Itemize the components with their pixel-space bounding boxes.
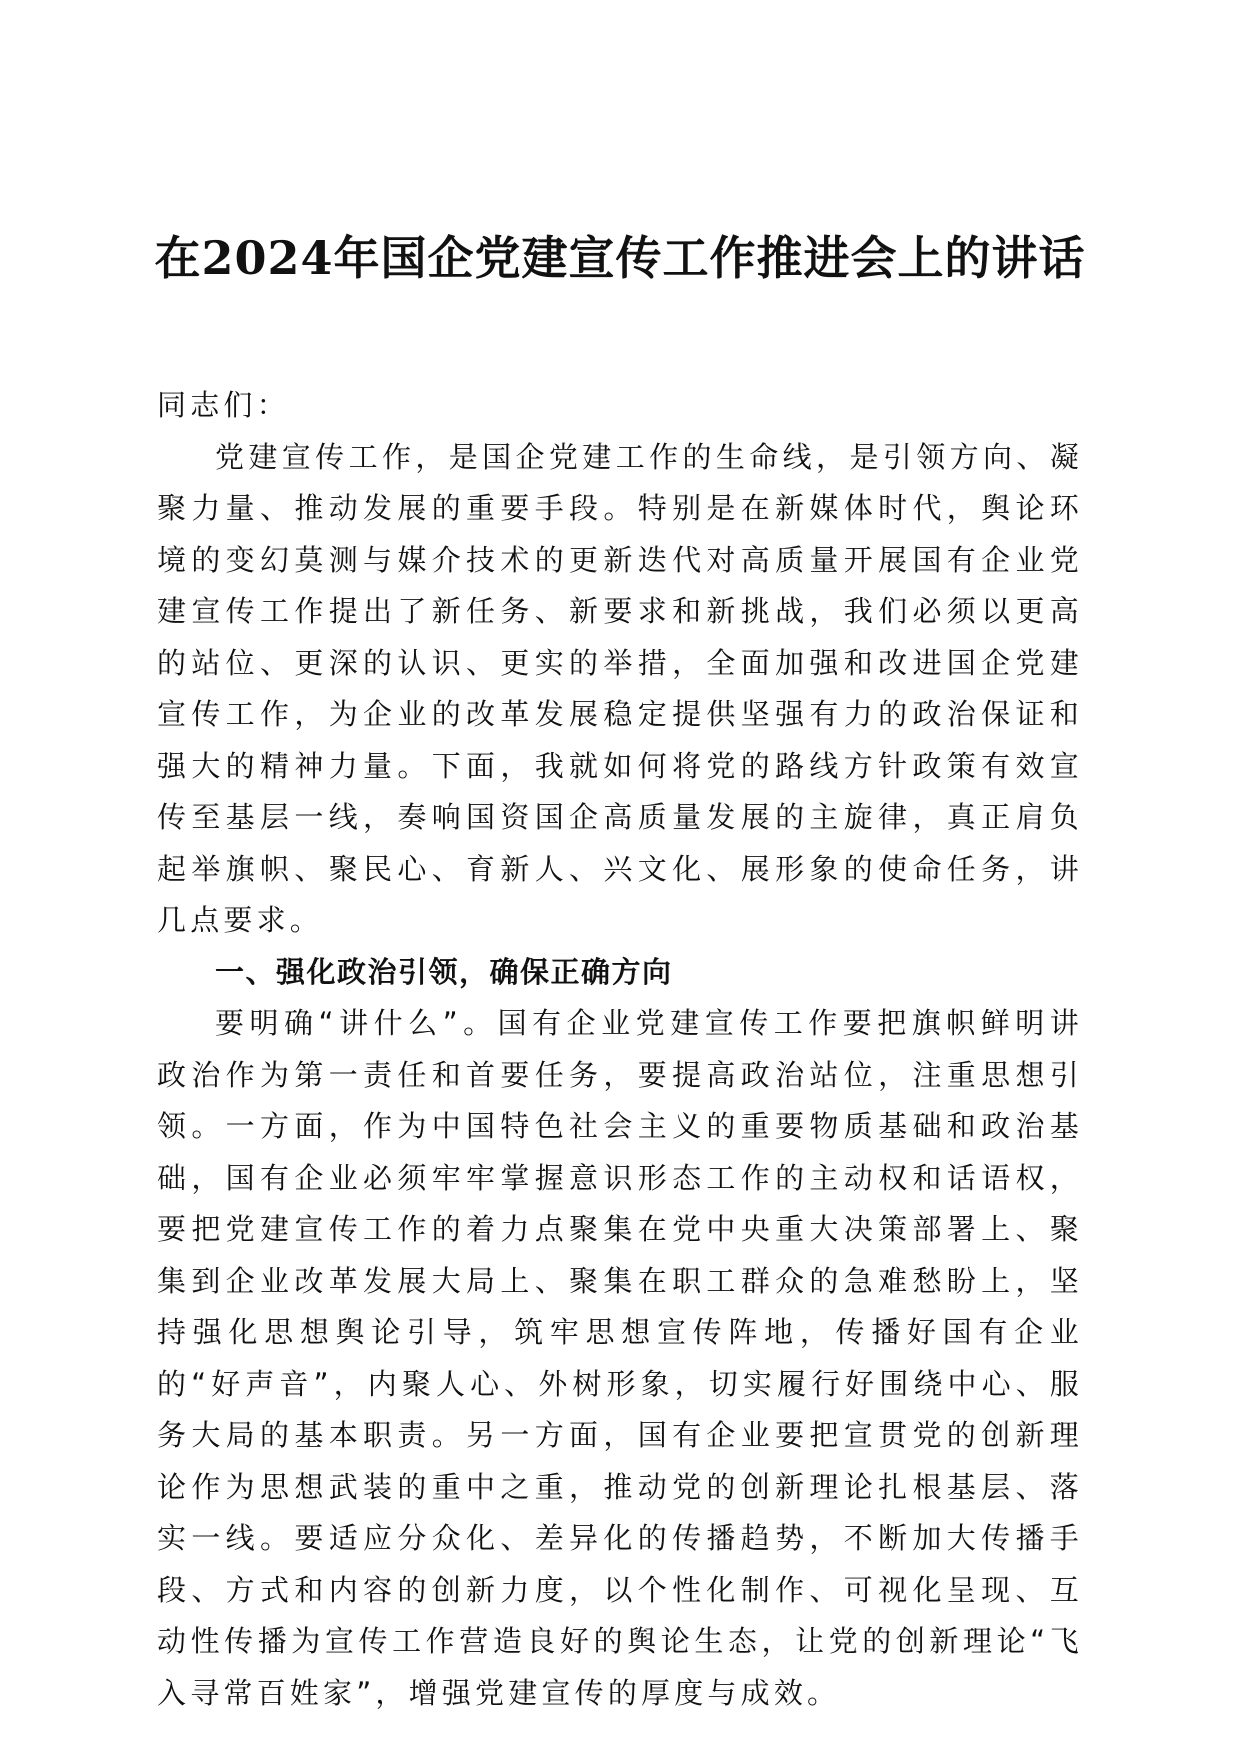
intro-paragraph: 党建宣传工作，是国企党建工作的生命线，是引领方向、凝聚力量、推动发展的重要手段。特别是在新媒体时代，舆论环境的变幻莫测与媒介技术的更新迭代对高质量开展国有企业党建宣传工作提出了新任务、新要求和新挑战，我们必须以更高的站位、更深的认识、更实的举措，全面加强和改进国企党建宣传工作，为企业的改革发展稳定提供坚强有力的政治保证和强大的精神力量。下面，我就如何将党的路线方针政策有效宣传至基层一线，奏响国资国企高质量发展的主旋律，真正肩负起举旗帜、聚民心、育新人、兴文化、展形象的使命任务，讲几点要求。 <box>157 439 1083 937</box>
document-body <box>157 380 1083 1719</box>
salutation: 同志们： <box>157 388 290 422</box>
section-heading: 一、强化政治引领，确保正确方向 <box>215 954 673 989</box>
document-title: 在2024年国企党建宣传工作推进会上的讲话 <box>154 231 1086 285</box>
section-paragraph: 要明确“讲什么”。国有企业党建宣传工作要把旗帜鲜明讲政治作为第一责任和首要任务，要提高政治站位，注重思想引领。一方面，作为中国特色社会主义的重要物质基础和政治基础，国有企业必须牢牢掌握意识形态工作的主动权和话语权，要把党建宣传工作的着力点聚集在党中央重大决策部署上、聚集到企业改革发展大局上、聚集在职工群众的急难愁盼上，坚持强化思想舆论引导，筑牢思想宣传阵地，传播好国有企业的“好声音”，内聚人心、外树形象，切实履行好围绕中心、服务大局的基本职责。另一方面，国有企业要把宣贯党的创新理论作为思想武装的重中之重，推动党的创新理论扎根基层、落实一线。要适应分众化、差异化的传播趋势，不断加大传播手段、方式和内容的创新力度，以个性化制作、可视化呈现、互动性传播为宣传工作营造良好的舆论生态，让党的创新理论“飞入寻常百姓家”，增强党建宣传的厚度与成效。 <box>157 1006 1083 1710</box>
